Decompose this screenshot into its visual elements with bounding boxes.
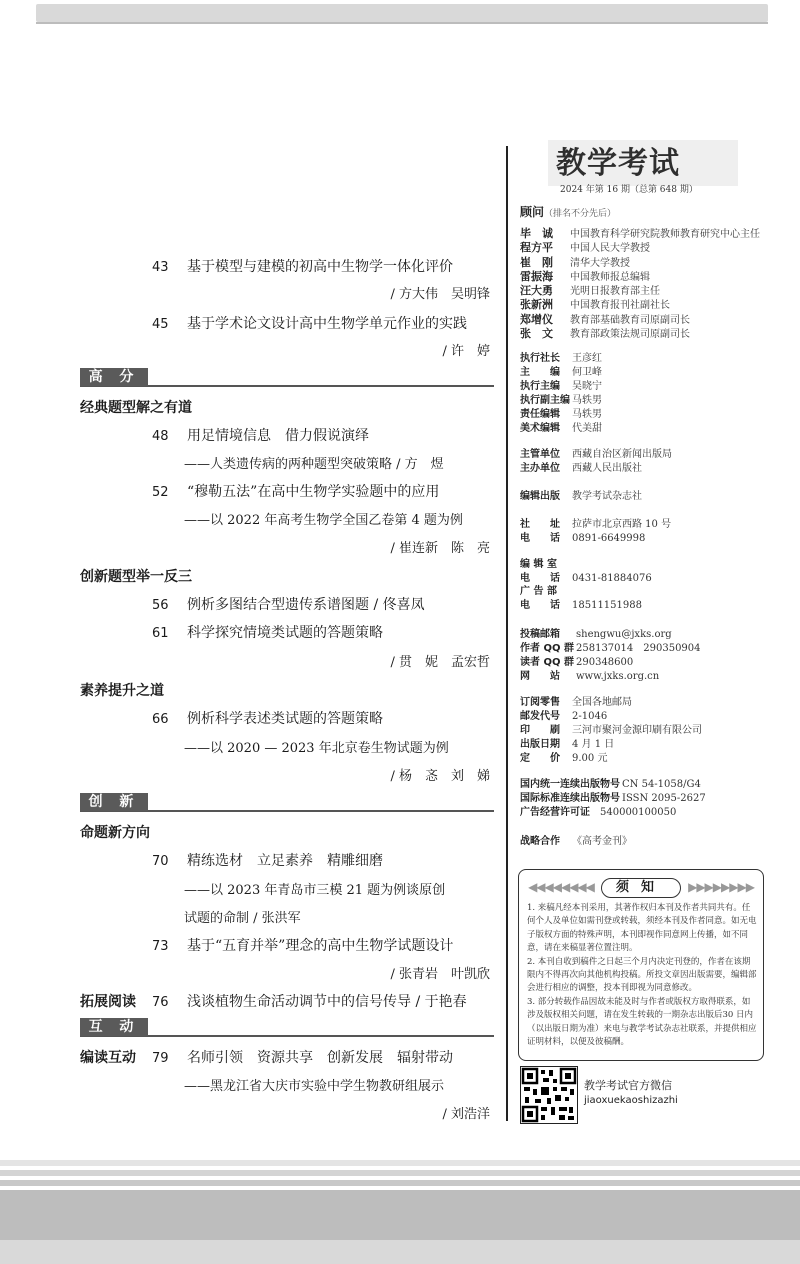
article-author: / 方大伟 吴明锋 [390,287,490,302]
editorial-row [520,593,652,611]
advisor-name: 张新洲 [520,298,553,312]
staff-value: 王彦红 [572,353,602,364]
subscribe-row [520,718,702,736]
advisor-row [520,222,770,240]
toc-entry-48[interactable] [152,425,369,445]
section-tag: 互 动 [80,1018,148,1036]
notice-item: 3. 部分转载作品因故未能及时与作者或版权方取得联系，如涉及版权相关问题，请在发生转载的一期杂志出版后30 日内（以出版日期为准）来电与教学考试杂志社联系，并提供相应证明材料，以便及彼稿酬。 [527,996,757,1048]
article-title: 基于“五育并举”理念的高中生物学试题设计 [187,938,454,954]
registration-value: CN 54-1058/G4 [622,779,701,790]
advisor-name: 雷振海 [520,269,553,283]
article-title: 用足情境信息 借力假说演绎 [187,428,369,444]
top-decor-line [36,22,768,24]
subscribe-label: 定 价 [520,753,560,764]
staff-label: 责任编辑 [520,409,560,420]
page-number: 70 [152,854,169,869]
advisor-role: 中国人民大学教授 [570,243,650,255]
editorial-list [520,552,652,611]
staff-value: 马轶男 [572,395,602,406]
registration-label: 国内统一连续出版物号 [520,779,620,790]
org-label: 主管单位 [520,449,560,460]
staff-label: 执行社长 [520,353,560,364]
bottom-decor-band [0,1170,800,1176]
magazine-logo: 教学考试 [556,146,680,181]
subscribe-value: 三河市聚河金源印刷有限公司 [572,725,702,736]
subscribe-value: 全国各地邮局 [572,697,632,708]
contact-value: 290348600 [576,657,634,668]
contact-label: 投稿邮箱 [520,629,560,640]
advisor-name: 张 文 [520,327,553,341]
subscribe-label: 邮发代号 [520,711,560,722]
notice-body [527,902,757,1049]
registration-label: 国际标准连续出版物号 [520,793,620,804]
registration-label: 广告经营许可证 [520,807,590,818]
page-number: 52 [152,485,169,500]
editorial-label: 电 话 [520,599,560,611]
registration-value: ISSN 2095-2627 [622,793,706,804]
editorial-label: 广 告 部 [520,586,557,597]
partner-row [520,829,632,848]
page-number: 61 [152,626,169,641]
section-header-gaofen [80,368,494,388]
subscribe-label: 出版日期 [520,739,560,750]
page-number: 56 [152,598,169,613]
section-tag: 高 分 [80,368,148,386]
staff-value: 马轶男 [572,409,602,420]
article-subtitle: ——以 2022 年高考生物学全国乙卷第 4 题为例 [184,513,463,528]
contact-label: 读者 QQ 群 [520,657,574,668]
wechat-qr-code[interactable] [520,1066,578,1124]
toc-entry-52[interactable] [152,481,439,501]
article-title: 基于学术论文设计高中生物学单元作业的实践 [187,316,467,332]
advisor-row [520,322,770,341]
registration-row [520,786,706,804]
article-subtitle: ——以 2023 年青岛市三模 21 题为例谈原创 [184,883,446,898]
article-subtitle: ——黑龙江省大庆市实验中学生物教研组展示 [184,1079,445,1094]
article-author: / 杨 忞 刘 娣 [390,769,490,784]
category-tuozhan: 拓展阅读 [80,994,136,1010]
article-author: / 崔连新 陈 亮 [390,541,490,556]
address-label: 电 话 [520,533,560,544]
article-title: 精练选材 立足素养 精雕细磨 [187,853,383,869]
article-subtitle-cont: 试题的命制 / 张洪军 [184,911,301,926]
address-list [520,512,672,544]
page-number: 43 [152,260,169,275]
staff-label: 执行副主编 [520,395,570,406]
toc-entry-79[interactable] [152,1047,453,1067]
staff-list [520,346,602,434]
bottom-decor-band [0,1160,800,1166]
address-value: 0891-6649998 [572,533,646,544]
contact-row [520,664,701,682]
advisor-role: 中国教育报刊社副社长 [570,300,670,312]
editorial-label: 电 话 [520,572,560,584]
editorial-label: 编 辑 室 [520,559,557,570]
advisor-role: 中国教育科学研究院教师教育研究中心主任 [570,229,760,240]
org-value: 西藏人民出版社 [572,463,642,474]
notice-title: 须知 [601,878,681,898]
toc-entry-45[interactable] [152,313,467,333]
staff-row [520,388,602,406]
contact-label: 网 站 [520,671,560,682]
org-list [520,442,672,474]
editorial-value: 18511151988 [572,599,642,611]
advisors-title: 顾问 [520,205,545,219]
partner-value: 《高考金刊》 [572,836,632,847]
staff-value: 代美甜 [572,423,602,434]
contact-row [520,622,701,640]
advisor-row [520,308,770,326]
notice-item: 1. 来稿凡经本刊采用，其著作权归本刊及作者共同共有。任何个人及单位如需刊登或转载，须经本刊及作者同意。如无电子版权方面的特殊声明，本刊即视作同意网上传播，如不同意，请在来稿显著位置注明。 [527,903,757,954]
article-author: / 刘浩洋 [442,1107,490,1122]
notice-item: 2. 本刊自收到稿件之日起三个月内决定刊登的，作者在该期限内不得再次向其他机构投稿。所投文章因出版需要，编辑部会进行相应的调整，投本刊即视为同意修改。 [527,956,757,994]
advisor-role: 教育部基础教育司原副司长 [570,314,690,326]
staff-row [520,416,602,434]
advisor-name: 郑增仪 [520,312,553,326]
advisor-name: 程方平 [520,241,553,255]
article-title: 例析科学表述类试题的答题策略 [187,711,383,727]
advisor-row [520,279,770,298]
advisor-name: 崔 刚 [520,255,553,269]
right-arrows-icon: ▶▶▶▶▶▶▶▶ [688,880,754,894]
partner-label: 战略合作 [520,836,560,847]
page-number: 45 [152,317,169,332]
staff-label: 美术编辑 [520,423,560,434]
address-label: 社 址 [520,519,560,530]
advisor-name: 毕 诚 [520,227,553,240]
staff-row [520,360,602,378]
wechat-id: jiaoxuekaoshizazhi [584,1095,678,1106]
article-subtitle: ——人类遗传病的两种题型突破策略 / 方 煜 [184,457,444,472]
top-decor-bar [36,4,768,22]
contact-label: 作者 QQ 群 [520,643,574,654]
subscribe-value: 2-1046 [572,711,608,722]
article-title: 名师引领 资源共享 创新发展 辐射带动 [187,1050,453,1066]
article-title: 科学探究情境类试题的答题策略 [187,625,383,641]
article-title: 例析多图结合型遗传系谱图题 / 佟喜凤 [187,597,425,613]
org-label: 主办单位 [520,463,560,474]
registration-value: 540000100050 [600,807,677,818]
notice-box [518,869,764,1061]
contact-row [520,636,701,654]
staff-row [520,346,602,364]
contact-list [520,622,701,682]
page-number: 48 [152,429,169,444]
address-row [520,512,672,530]
contact-value: shengwu@jxks.org [576,629,672,640]
advisor-name: 汪大勇 [520,284,553,298]
advisors-list [520,222,770,341]
category-mingti: 命题新方向 [80,825,150,841]
section-tag: 创 新 [80,793,148,811]
registration-row [520,772,706,790]
staff-value: 吴晓宁 [572,381,602,392]
subscribe-value: 9.00 元 [572,753,608,764]
advisor-role: 中国教师报总编辑 [570,271,650,283]
subscribe-row [520,690,702,708]
wechat-title: 教学考试官方微信 [584,1079,672,1092]
section-header-chuangxin [80,793,494,813]
contact-value: 258137014 290350904 [576,643,701,654]
toc-entry-66[interactable] [152,708,383,728]
column-divider [506,146,508,1121]
article-author: / 许 婷 [442,344,490,359]
toc-entry-56[interactable] [152,594,425,614]
org-row [520,442,672,460]
article-author: / 贯 妮 孟宏哲 [390,655,490,670]
staff-row [520,402,602,420]
org-value: 西藏自治区新闻出版局 [572,449,672,460]
staff-label: 执行主编 [520,381,560,392]
toc-entry-70[interactable] [152,850,383,870]
staff-value: 何卫峰 [572,367,602,378]
bottom-decor-band [0,1180,800,1186]
advisors-note: （排名不分先后） [544,209,617,219]
article-subtitle: ——以 2020 — 2023 年北京卷生物试题为例 [184,741,449,756]
staff-row [520,374,602,392]
registration-list [520,772,706,818]
page-number: 76 [152,995,169,1010]
subscribe-label: 印 刷 [520,725,560,736]
section-header-hudong [80,1018,494,1038]
staff-label: 主 编 [520,367,560,378]
subscribe-value: 4 月 1 日 [572,739,615,750]
editorial-row [520,552,652,570]
category-jingdian: 经典题型解之有道 [80,400,192,416]
address-value: 拉萨市北京西路 10 号 [572,519,672,530]
advisor-role: 光明日报教育部主任 [570,286,660,298]
advisor-row [520,293,770,312]
toc-entry-43[interactable] [152,256,453,276]
advisor-row [520,265,770,283]
bottom-decor-band [0,1240,800,1264]
article-title: 基于模型与建模的初高中生物学一体化评价 [187,259,453,275]
toc-entry-76[interactable] [152,991,467,1011]
category-chuangxin: 创新题型举一反三 [80,569,192,585]
issue-number: 2024 年第 16 期（总第 648 期） [560,185,698,195]
notice-header [519,876,763,898]
left-arrows-icon: ◀◀◀◀◀◀◀◀ [528,880,594,894]
category-biandu: 编读互动 [80,1050,136,1066]
article-title: “穆勒五法”在高中生物学实验题中的应用 [187,484,440,500]
publisher-value: 教学考试杂志社 [572,491,642,502]
contact-value: www.jxks.org.cn [576,671,660,682]
toc-entry-61[interactable] [152,622,383,642]
editorial-value: 0431-81884076 [572,572,652,584]
advisor-role: 清华大学教授 [570,257,630,269]
page-number: 79 [152,1051,169,1066]
editorial-row [520,566,652,584]
page-number: 66 [152,712,169,727]
subscribe-label: 订阅零售 [520,697,560,708]
advisor-role: 教育部政策法规司原副司长 [570,329,690,341]
article-title: 浅谈植物生命活动调节中的信号传导 / 于艳春 [187,994,467,1010]
qr-code-icon [521,1067,577,1123]
advisors-heading [520,203,616,220]
page-number: 73 [152,939,169,954]
publisher-label: 编辑出版 [520,491,560,502]
category-suyang: 素养提升之道 [80,683,164,699]
subscribe-list [520,690,702,764]
toc-entry-73[interactable] [152,935,453,955]
publisher-row [520,484,642,503]
article-author: / 张青岩 叶凯欣 [390,967,490,982]
